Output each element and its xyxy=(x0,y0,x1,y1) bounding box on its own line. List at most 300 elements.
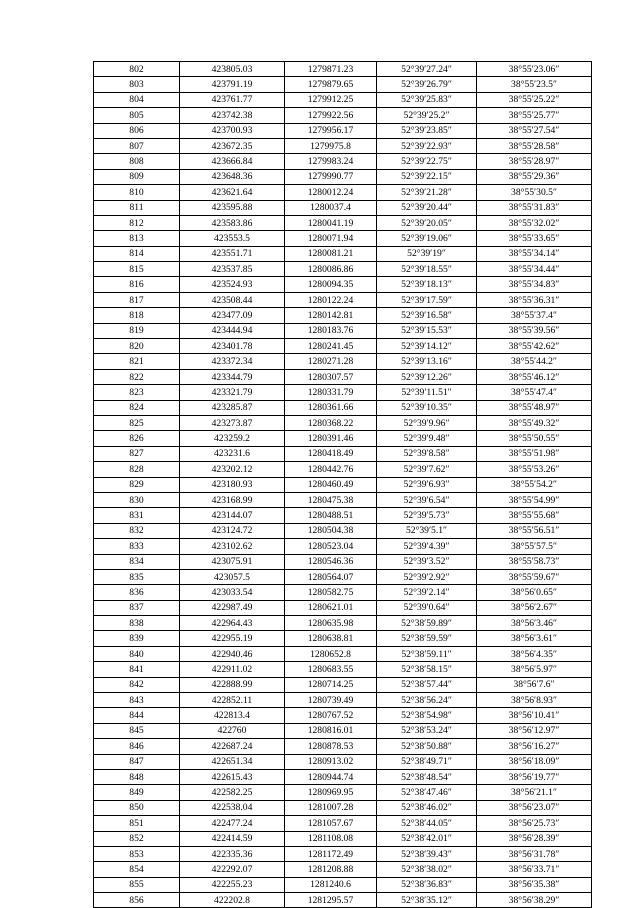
longitude-cell: 38°55′50.55″ xyxy=(477,431,592,446)
x-coordinate-cell: 423144.07 xyxy=(180,508,285,523)
latitude-cell: 52°39′22.75″ xyxy=(377,154,477,169)
latitude-cell: 52°39′2.14″ xyxy=(377,585,477,600)
x-coordinate-cell: 423321.79 xyxy=(180,385,285,400)
point-number-cell: 854 xyxy=(94,862,180,877)
latitude-cell: 52°38′57.44″ xyxy=(377,677,477,692)
x-coordinate-cell: 422687.24 xyxy=(180,739,285,754)
table-row xyxy=(94,877,592,892)
latitude-cell: 52°39′16.58″ xyxy=(377,308,477,323)
y-coordinate-cell: 1280621.01 xyxy=(285,600,377,615)
table-row xyxy=(94,400,592,415)
table-row xyxy=(94,277,592,292)
latitude-cell: 52°39′8.58″ xyxy=(377,446,477,461)
x-coordinate-cell: 423102.62 xyxy=(180,539,285,554)
table-row xyxy=(94,246,592,261)
table-row xyxy=(94,569,592,584)
point-number-cell: 843 xyxy=(94,693,180,708)
longitude-cell: 38°55′56.51″ xyxy=(477,523,592,538)
table-row xyxy=(94,308,592,323)
latitude-cell: 52°39′22.93″ xyxy=(377,138,477,153)
y-coordinate-cell: 1280635.98 xyxy=(285,616,377,631)
x-coordinate-cell: 423648.36 xyxy=(180,169,285,184)
point-number-cell: 834 xyxy=(94,554,180,569)
y-coordinate-cell: 1280638.81 xyxy=(285,631,377,646)
x-coordinate-cell: 423202.12 xyxy=(180,462,285,477)
y-coordinate-cell: 1281007.28 xyxy=(285,800,377,815)
x-coordinate-cell: 423259.2 xyxy=(180,431,285,446)
x-coordinate-cell: 422813.4 xyxy=(180,708,285,723)
longitude-cell: 38°55′54.99″ xyxy=(477,492,592,507)
table-row xyxy=(94,693,592,708)
point-number-cell: 810 xyxy=(94,185,180,200)
latitude-cell: 52°39′20.44″ xyxy=(377,200,477,215)
x-coordinate-cell: 423168.99 xyxy=(180,492,285,507)
y-coordinate-cell: 1279956.17 xyxy=(285,123,377,138)
x-coordinate-cell: 423621.64 xyxy=(180,185,285,200)
y-coordinate-cell: 1280714.25 xyxy=(285,677,377,692)
y-coordinate-cell: 1280913.02 xyxy=(285,754,377,769)
x-coordinate-cell: 422964.43 xyxy=(180,616,285,631)
point-number-cell: 836 xyxy=(94,585,180,600)
longitude-cell: 38°55′49.32″ xyxy=(477,415,592,430)
longitude-cell: 38°55′39.56″ xyxy=(477,323,592,338)
latitude-cell: 52°38′59.89″ xyxy=(377,616,477,631)
y-coordinate-cell: 1280037.4 xyxy=(285,200,377,215)
latitude-cell: 52°39′26.79″ xyxy=(377,77,477,92)
latitude-cell: 52°39′18.55″ xyxy=(377,262,477,277)
y-coordinate-cell: 1280739.49 xyxy=(285,693,377,708)
table-row xyxy=(94,185,592,200)
longitude-cell: 38°55′23.5″ xyxy=(477,77,592,92)
y-coordinate-cell: 1280878.53 xyxy=(285,739,377,754)
latitude-cell: 52°38′59.59″ xyxy=(377,631,477,646)
point-number-cell: 835 xyxy=(94,569,180,584)
table-row xyxy=(94,462,592,477)
y-coordinate-cell: 1279879.65 xyxy=(285,77,377,92)
table-row xyxy=(94,292,592,307)
latitude-cell: 52°39′21.28″ xyxy=(377,185,477,200)
x-coordinate-cell: 423537.85 xyxy=(180,262,285,277)
y-coordinate-cell: 1280504.38 xyxy=(285,523,377,538)
point-number-cell: 848 xyxy=(94,769,180,784)
x-coordinate-cell: 423761.77 xyxy=(180,92,285,107)
latitude-cell: 52°39′11.51″ xyxy=(377,385,477,400)
table-row xyxy=(94,523,592,538)
longitude-cell: 38°55′58.73″ xyxy=(477,554,592,569)
point-number-cell: 811 xyxy=(94,200,180,215)
y-coordinate-cell: 1281208.88 xyxy=(285,862,377,877)
y-coordinate-cell: 1279871.23 xyxy=(285,62,377,77)
y-coordinate-cell: 1280460.49 xyxy=(285,477,377,492)
longitude-cell: 38°55′46.12″ xyxy=(477,369,592,384)
table-row xyxy=(94,539,592,554)
table-row xyxy=(94,339,592,354)
y-coordinate-cell: 1281240.6 xyxy=(285,877,377,892)
longitude-cell: 38°56′4.35″ xyxy=(477,646,592,661)
y-coordinate-cell: 1279912.25 xyxy=(285,92,377,107)
x-coordinate-cell: 423273.87 xyxy=(180,415,285,430)
longitude-cell: 38°56′8.93″ xyxy=(477,693,592,708)
longitude-cell: 38°55′34.14″ xyxy=(477,246,592,261)
table-row xyxy=(94,785,592,800)
longitude-cell: 38°56′12.97″ xyxy=(477,723,592,738)
y-coordinate-cell: 1280582.75 xyxy=(285,585,377,600)
latitude-cell: 52°38′49.71″ xyxy=(377,754,477,769)
table-row xyxy=(94,616,592,631)
point-number-cell: 807 xyxy=(94,138,180,153)
latitude-cell: 52°39′20.05″ xyxy=(377,215,477,230)
latitude-cell: 52°39′0.64″ xyxy=(377,600,477,615)
x-coordinate-cell: 423742.38 xyxy=(180,108,285,123)
point-number-cell: 853 xyxy=(94,846,180,861)
longitude-cell: 38°55′48.97″ xyxy=(477,400,592,415)
longitude-cell: 38°55′44.2″ xyxy=(477,354,592,369)
y-coordinate-cell: 1280122.24 xyxy=(285,292,377,307)
longitude-cell: 38°55′25.77″ xyxy=(477,108,592,123)
longitude-cell: 38°56′28.39″ xyxy=(477,831,592,846)
point-number-cell: 820 xyxy=(94,339,180,354)
x-coordinate-cell: 423524.93 xyxy=(180,277,285,292)
x-coordinate-cell: 423791.19 xyxy=(180,77,285,92)
latitude-cell: 52°39′4.39″ xyxy=(377,539,477,554)
latitude-cell: 52°39′18.13″ xyxy=(377,277,477,292)
point-number-cell: 838 xyxy=(94,616,180,631)
table-row xyxy=(94,831,592,846)
table-row xyxy=(94,123,592,138)
point-number-cell: 821 xyxy=(94,354,180,369)
longitude-cell: 38°56′0.65″ xyxy=(477,585,592,600)
table-row xyxy=(94,138,592,153)
point-number-cell: 851 xyxy=(94,816,180,831)
point-number-cell: 824 xyxy=(94,400,180,415)
y-coordinate-cell: 1281057.67 xyxy=(285,816,377,831)
x-coordinate-cell: 423075.91 xyxy=(180,554,285,569)
point-number-cell: 825 xyxy=(94,415,180,430)
point-number-cell: 856 xyxy=(94,893,180,908)
longitude-cell: 38°55′37.4″ xyxy=(477,308,592,323)
table-row xyxy=(94,816,592,831)
point-number-cell: 830 xyxy=(94,492,180,507)
latitude-cell: 52°39′19″ xyxy=(377,246,477,261)
table-row xyxy=(94,92,592,107)
point-number-cell: 840 xyxy=(94,646,180,661)
longitude-cell: 38°55′32.02″ xyxy=(477,215,592,230)
longitude-cell: 38°56′7.6″ xyxy=(477,677,592,692)
table-row xyxy=(94,62,592,77)
latitude-cell: 52°39′9.48″ xyxy=(377,431,477,446)
longitude-cell: 38°56′3.46″ xyxy=(477,616,592,631)
longitude-cell: 38°55′51.98″ xyxy=(477,446,592,461)
longitude-cell: 38°55′34.83″ xyxy=(477,277,592,292)
x-coordinate-cell: 423805.03 xyxy=(180,62,285,77)
latitude-cell: 52°39′3.52″ xyxy=(377,554,477,569)
longitude-cell: 38°55′53.26″ xyxy=(477,462,592,477)
longitude-cell: 38°55′28.58″ xyxy=(477,138,592,153)
table-row xyxy=(94,846,592,861)
longitude-cell: 38°56′2.67″ xyxy=(477,600,592,615)
table-row xyxy=(94,554,592,569)
table-row xyxy=(94,369,592,384)
latitude-cell: 52°39′25.2″ xyxy=(377,108,477,123)
latitude-cell: 52°38′38.02″ xyxy=(377,862,477,877)
latitude-cell: 52°38′42.01″ xyxy=(377,831,477,846)
x-coordinate-cell: 422414.59 xyxy=(180,831,285,846)
table-row xyxy=(94,154,592,169)
point-number-cell: 832 xyxy=(94,523,180,538)
point-number-cell: 827 xyxy=(94,446,180,461)
table-row xyxy=(94,323,592,338)
longitude-cell: 38°56′35.38″ xyxy=(477,877,592,892)
table-row xyxy=(94,508,592,523)
longitude-cell: 38°55′47.4″ xyxy=(477,385,592,400)
y-coordinate-cell: 1280041.19 xyxy=(285,215,377,230)
y-coordinate-cell: 1281108.08 xyxy=(285,831,377,846)
x-coordinate-cell: 423180.93 xyxy=(180,477,285,492)
point-number-cell: 855 xyxy=(94,877,180,892)
table-row xyxy=(94,677,592,692)
latitude-cell: 52°38′44.05″ xyxy=(377,816,477,831)
longitude-cell: 38°55′42.62″ xyxy=(477,339,592,354)
point-number-cell: 826 xyxy=(94,431,180,446)
longitude-cell: 38°55′34.44″ xyxy=(477,262,592,277)
longitude-cell: 38°56′23.07″ xyxy=(477,800,592,815)
point-number-cell: 803 xyxy=(94,77,180,92)
latitude-cell: 52°39′22.15″ xyxy=(377,169,477,184)
table-row xyxy=(94,385,592,400)
latitude-cell: 52°38′53.24″ xyxy=(377,723,477,738)
point-number-cell: 804 xyxy=(94,92,180,107)
point-number-cell: 831 xyxy=(94,508,180,523)
latitude-cell: 52°39′10.35″ xyxy=(377,400,477,415)
x-coordinate-cell: 423477.09 xyxy=(180,308,285,323)
latitude-cell: 52°39′9.96″ xyxy=(377,415,477,430)
y-coordinate-cell: 1280944.74 xyxy=(285,769,377,784)
longitude-cell: 38°56′10.41″ xyxy=(477,708,592,723)
longitude-cell: 38°55′54.2″ xyxy=(477,477,592,492)
y-coordinate-cell: 1280816.01 xyxy=(285,723,377,738)
table-row xyxy=(94,862,592,877)
y-coordinate-cell: 1280488.51 xyxy=(285,508,377,523)
table-row xyxy=(94,262,592,277)
table-row xyxy=(94,354,592,369)
latitude-cell: 52°39′7.62″ xyxy=(377,462,477,477)
y-coordinate-cell: 1280086.86 xyxy=(285,262,377,277)
point-number-cell: 839 xyxy=(94,631,180,646)
x-coordinate-cell: 423444.94 xyxy=(180,323,285,338)
longitude-cell: 38°55′27.54″ xyxy=(477,123,592,138)
latitude-cell: 52°39′25.83″ xyxy=(377,92,477,107)
table-row xyxy=(94,585,592,600)
x-coordinate-cell: 423553.5 xyxy=(180,231,285,246)
x-coordinate-cell: 422477.24 xyxy=(180,816,285,831)
latitude-cell: 52°38′50.88″ xyxy=(377,739,477,754)
x-coordinate-cell: 422987.49 xyxy=(180,600,285,615)
y-coordinate-cell: 1280331.79 xyxy=(285,385,377,400)
y-coordinate-cell: 1280546.36 xyxy=(285,554,377,569)
table-row xyxy=(94,723,592,738)
x-coordinate-cell: 422651.34 xyxy=(180,754,285,769)
latitude-cell: 52°38′54.98″ xyxy=(377,708,477,723)
table-row xyxy=(94,77,592,92)
y-coordinate-cell: 1279975.8 xyxy=(285,138,377,153)
table-row xyxy=(94,769,592,784)
point-number-cell: 828 xyxy=(94,462,180,477)
x-coordinate-cell: 422852.11 xyxy=(180,693,285,708)
y-coordinate-cell: 1280081.21 xyxy=(285,246,377,261)
longitude-cell: 38°56′5.97″ xyxy=(477,662,592,677)
longitude-cell: 38°55′55.68″ xyxy=(477,508,592,523)
latitude-cell: 52°38′56.24″ xyxy=(377,693,477,708)
longitude-cell: 38°56′18.09″ xyxy=(477,754,592,769)
point-number-cell: 813 xyxy=(94,231,180,246)
longitude-cell: 38°55′59.67″ xyxy=(477,569,592,584)
latitude-cell: 52°39′14.12″ xyxy=(377,339,477,354)
x-coordinate-cell: 423057.5 xyxy=(180,569,285,584)
latitude-cell: 52°39′6.54″ xyxy=(377,492,477,507)
point-number-cell: 845 xyxy=(94,723,180,738)
x-coordinate-cell: 422255.23 xyxy=(180,877,285,892)
y-coordinate-cell: 1280683.55 xyxy=(285,662,377,677)
x-coordinate-cell: 422911.02 xyxy=(180,662,285,677)
latitude-cell: 52°38′39.43″ xyxy=(377,846,477,861)
y-coordinate-cell: 1281295.57 xyxy=(285,893,377,908)
y-coordinate-cell: 1280969.95 xyxy=(285,785,377,800)
latitude-cell: 52°38′47.46″ xyxy=(377,785,477,800)
longitude-cell: 38°55′30.5″ xyxy=(477,185,592,200)
longitude-cell: 38°56′38.29″ xyxy=(477,893,592,908)
point-number-cell: 806 xyxy=(94,123,180,138)
point-number-cell: 814 xyxy=(94,246,180,261)
x-coordinate-cell: 422292.07 xyxy=(180,862,285,877)
point-number-cell: 817 xyxy=(94,292,180,307)
latitude-cell: 52°39′15.53″ xyxy=(377,323,477,338)
y-coordinate-cell: 1280183.76 xyxy=(285,323,377,338)
table-row xyxy=(94,415,592,430)
x-coordinate-cell: 422955.19 xyxy=(180,631,285,646)
point-number-cell: 829 xyxy=(94,477,180,492)
latitude-cell: 52°39′2.92″ xyxy=(377,569,477,584)
table-row xyxy=(94,200,592,215)
y-coordinate-cell: 1280475.38 xyxy=(285,492,377,507)
y-coordinate-cell: 1280564.07 xyxy=(285,569,377,584)
point-number-cell: 822 xyxy=(94,369,180,384)
x-coordinate-cell: 422582.25 xyxy=(180,785,285,800)
latitude-cell: 52°39′23.85″ xyxy=(377,123,477,138)
coordinates-table-body xyxy=(94,62,592,908)
latitude-cell: 52°38′48.54″ xyxy=(377,769,477,784)
longitude-cell: 38°56′3.61″ xyxy=(477,631,592,646)
latitude-cell: 52°39′13.16″ xyxy=(377,354,477,369)
table-row xyxy=(94,646,592,661)
x-coordinate-cell: 423700.93 xyxy=(180,123,285,138)
y-coordinate-cell: 1280361.66 xyxy=(285,400,377,415)
point-number-cell: 816 xyxy=(94,277,180,292)
y-coordinate-cell: 1280368.22 xyxy=(285,415,377,430)
table-row xyxy=(94,492,592,507)
table-row xyxy=(94,446,592,461)
y-coordinate-cell: 1280523.04 xyxy=(285,539,377,554)
y-coordinate-cell: 1281172.49 xyxy=(285,846,377,861)
latitude-cell: 52°38′36.83″ xyxy=(377,877,477,892)
table-row xyxy=(94,215,592,230)
point-number-cell: 852 xyxy=(94,831,180,846)
latitude-cell: 52°38′46.02″ xyxy=(377,800,477,815)
latitude-cell: 52°39′17.59″ xyxy=(377,292,477,307)
x-coordinate-cell: 423231.6 xyxy=(180,446,285,461)
point-number-cell: 808 xyxy=(94,154,180,169)
longitude-cell: 38°56′33.71″ xyxy=(477,862,592,877)
table-row xyxy=(94,431,592,446)
y-coordinate-cell: 1280442.76 xyxy=(285,462,377,477)
y-coordinate-cell: 1280418.49 xyxy=(285,446,377,461)
table-row xyxy=(94,631,592,646)
point-number-cell: 823 xyxy=(94,385,180,400)
x-coordinate-cell: 422940.46 xyxy=(180,646,285,661)
table-row xyxy=(94,708,592,723)
point-number-cell: 809 xyxy=(94,169,180,184)
y-coordinate-cell: 1279922.56 xyxy=(285,108,377,123)
table-row xyxy=(94,600,592,615)
point-number-cell: 837 xyxy=(94,600,180,615)
point-number-cell: 812 xyxy=(94,215,180,230)
x-coordinate-cell: 423672.35 xyxy=(180,138,285,153)
x-coordinate-cell: 422888.99 xyxy=(180,677,285,692)
table-row xyxy=(94,893,592,908)
longitude-cell: 38°56′19.77″ xyxy=(477,769,592,784)
y-coordinate-cell: 1280012.24 xyxy=(285,185,377,200)
table-row xyxy=(94,662,592,677)
longitude-cell: 38°56′16.27″ xyxy=(477,739,592,754)
point-number-cell: 802 xyxy=(94,62,180,77)
point-number-cell: 844 xyxy=(94,708,180,723)
longitude-cell: 38°56′21.1″ xyxy=(477,785,592,800)
table-row xyxy=(94,800,592,815)
x-coordinate-cell: 422538.04 xyxy=(180,800,285,815)
longitude-cell: 38°55′57.5″ xyxy=(477,539,592,554)
point-number-cell: 833 xyxy=(94,539,180,554)
y-coordinate-cell: 1280391.46 xyxy=(285,431,377,446)
latitude-cell: 52°38′59.11″ xyxy=(377,646,477,661)
x-coordinate-cell: 422760 xyxy=(180,723,285,738)
longitude-cell: 38°55′33.65″ xyxy=(477,231,592,246)
point-number-cell: 841 xyxy=(94,662,180,677)
y-coordinate-cell: 1280767.52 xyxy=(285,708,377,723)
table-row xyxy=(94,108,592,123)
y-coordinate-cell: 1279990.77 xyxy=(285,169,377,184)
point-number-cell: 847 xyxy=(94,754,180,769)
x-coordinate-cell: 423401.78 xyxy=(180,339,285,354)
longitude-cell: 38°55′36.31″ xyxy=(477,292,592,307)
x-coordinate-cell: 423595.88 xyxy=(180,200,285,215)
longitude-cell: 38°55′28.97″ xyxy=(477,154,592,169)
point-number-cell: 815 xyxy=(94,262,180,277)
latitude-cell: 52°38′58.15″ xyxy=(377,662,477,677)
x-coordinate-cell: 423033.54 xyxy=(180,585,285,600)
latitude-cell: 52°39′19.06″ xyxy=(377,231,477,246)
table-row xyxy=(94,169,592,184)
y-coordinate-cell: 1280094.35 xyxy=(285,277,377,292)
longitude-cell: 38°55′23.06″ xyxy=(477,62,592,77)
point-number-cell: 819 xyxy=(94,323,180,338)
x-coordinate-cell: 423344.79 xyxy=(180,369,285,384)
point-number-cell: 818 xyxy=(94,308,180,323)
y-coordinate-cell: 1280142.81 xyxy=(285,308,377,323)
table-row xyxy=(94,739,592,754)
y-coordinate-cell: 1280071.94 xyxy=(285,231,377,246)
point-number-cell: 805 xyxy=(94,108,180,123)
x-coordinate-cell: 423124.72 xyxy=(180,523,285,538)
table-row xyxy=(94,754,592,769)
